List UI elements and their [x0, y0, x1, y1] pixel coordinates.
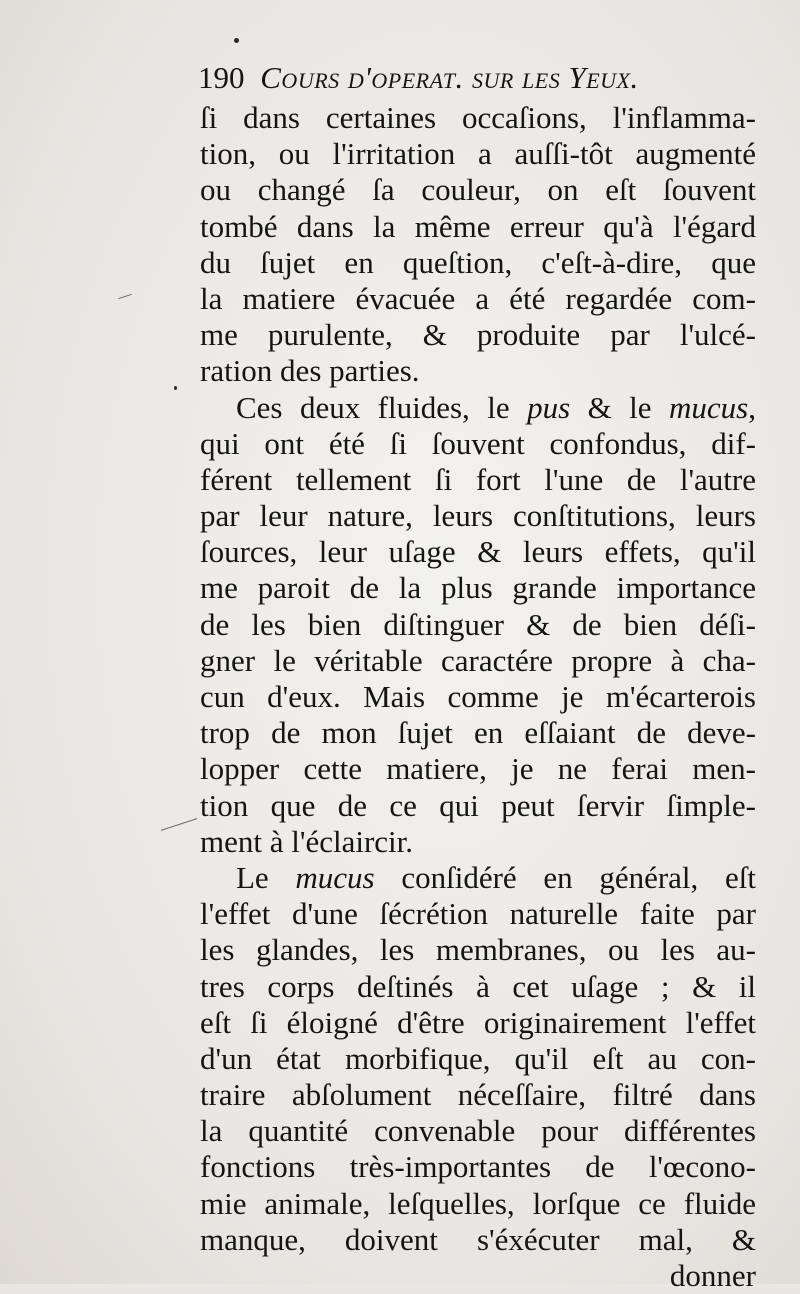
text-line: [200, 824, 756, 860]
text-segment: férent tellement ſi fort l'une de l'autre: [200, 461, 756, 497]
text-segment: mie animale, leſquelles, lorſque ce fluide: [200, 1185, 756, 1221]
text-line: [200, 896, 756, 932]
text-segment: les glandes, les membranes, ou les au-: [200, 932, 756, 968]
text-segment: l'effet d'une ſécrétion naturelle faite par: [200, 896, 756, 932]
text-line: [200, 1005, 756, 1041]
ink-speck: [234, 38, 239, 43]
text-segment: la matiere évacuée a été regardée com-: [200, 280, 756, 316]
text-segment: tres corps deſtinés à cet uſage ; & il: [200, 968, 756, 1004]
text-line: [200, 317, 756, 353]
text-line: [200, 1077, 756, 1113]
text-line: [200, 426, 756, 462]
text-line: [200, 969, 756, 1005]
text-segment: me paroit de la plus grande importance: [200, 570, 756, 606]
text-segment: traire abſolument néceſſaire, filtré dans: [200, 1077, 756, 1113]
text-line: [200, 932, 756, 968]
text-segment: ſi dans certaines occaſions, l'inflamma-: [200, 100, 756, 135]
text-line: [200, 860, 756, 896]
text-line: [200, 1186, 756, 1222]
running-title: Cours d'operat. sur les Yeux.: [260, 60, 639, 95]
text-segment: du ſujet en queſtion, c'eſt-à-dire, que: [200, 244, 756, 280]
text-segment: tion, ou l'irritation a auſſi-tôt augmenté: [200, 136, 756, 172]
text-segment: ration des parties.: [200, 353, 420, 389]
text-segment: fonctions très-importantes de l'œcono-: [200, 1149, 756, 1185]
text-segment: conſidéré en général, eſt: [374, 859, 756, 895]
running-head: [198, 58, 758, 98]
text-line: [200, 136, 756, 172]
text-body: [200, 100, 756, 1294]
text-line: [200, 100, 756, 136]
text-line: [200, 1222, 756, 1258]
text-segment: cun d'eux. Mais comme je m'écarterois: [200, 679, 756, 714]
text-line: [200, 462, 756, 498]
text-segment: ou changé ſa couleur, on eſt ſouvent: [200, 172, 756, 208]
text-line: [200, 498, 756, 534]
margin-scratch: [161, 818, 197, 831]
text-segment: Ces deux fluides, le: [236, 389, 528, 425]
text-segment: par leur nature, leurs conſtitutions, leurs: [200, 498, 756, 534]
text-line: [200, 1041, 756, 1077]
text-segment: manque, doivent s'éxécuter mal, &: [200, 1221, 756, 1257]
catchword: donner: [669, 1258, 756, 1293]
text-line: [200, 209, 756, 245]
text-line: [200, 1113, 756, 1149]
text-segment: qui ont été ſi ſouvent confondus, dif-: [200, 425, 756, 461]
text-segment: tombé dans la même erreur qu'à l'égard: [200, 208, 756, 244]
text-line: [200, 1149, 756, 1185]
text-segment: ſources, leur uſage & leurs effets, qu'il: [200, 534, 756, 570]
text-segment: de les bien diſtinguer & de bien déſi-: [200, 606, 756, 642]
page-number: 190: [198, 60, 245, 95]
text-line: [200, 281, 756, 317]
text-segment: ment à l'éclaircir.: [200, 823, 414, 859]
text-line: [200, 751, 756, 787]
text-line: [200, 390, 756, 426]
text-segment: gner le véritable caractére propre à cha-: [200, 642, 756, 678]
italic-term: mucus: [295, 859, 375, 895]
italic-term: mucus: [669, 389, 749, 425]
text-segment: la quantité convenable pour différentes: [200, 1113, 756, 1149]
text-line: [200, 715, 756, 751]
text-segment: trop de mon ſujet en eſſaiant de deve-: [200, 715, 756, 751]
text-line: [200, 788, 756, 824]
text-line: [200, 353, 756, 389]
ink-speck: [174, 386, 177, 390]
text-line: [200, 534, 756, 570]
margin-scratch: [118, 294, 132, 299]
text-line: [200, 679, 756, 715]
text-line: [200, 643, 756, 679]
text-line: [200, 570, 756, 606]
italic-term: pus: [527, 389, 571, 425]
text-segment: eſt ſi éloigné d'être originairement l'effet: [200, 1004, 756, 1040]
text-segment: & le: [570, 389, 670, 425]
text-segment: Le: [236, 859, 296, 895]
text-segment: d'un état morbifique, qu'il eſt au con-: [200, 1040, 756, 1076]
text-line: [200, 245, 756, 281]
text-segment: ,: [748, 389, 756, 425]
text-line: [200, 607, 756, 643]
text-segment: tion que de ce qui peut ſervir ſimple-: [200, 787, 756, 823]
text-line: [200, 172, 756, 208]
text-segment: lopper cette matiere, je ne ferai men-: [200, 751, 756, 787]
text-segment: me purulente, & produite par l'ulcé-: [200, 317, 756, 353]
